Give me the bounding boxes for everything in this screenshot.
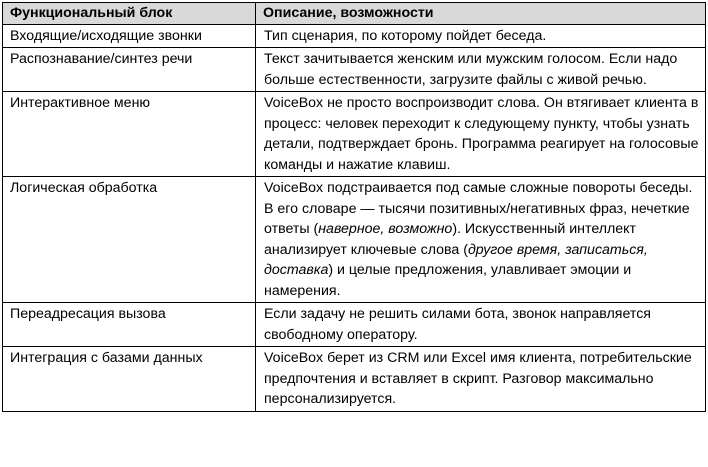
row-block-name: Логическая обработка [3,177,256,303]
row-block-name: Распознавание/синтез речи [3,48,256,92]
table-row [3,347,706,412]
row-description [256,177,706,303]
row-block-name: Интерактивное меню [3,92,256,177]
row-description: VoiceBox не просто воспроизводит слова. Он втягивает клиента в процесс: человек переходит к следующему пункту, чтобы узнать детали, подтверждает бронь. Программа реагирует на голосовые команды и нажатие клавиш. [256,92,706,177]
desc-text: ) и целые предложения, улавливает эмоции и намерения. [264,262,632,299]
row-block-name: Переадресация вызова [3,303,256,347]
table-row [3,303,706,347]
header-description: Описание, возможности [256,3,706,25]
table-row [3,177,706,303]
desc-text: ). Искусственный интеллект анализирует ключевые слова ( [264,221,637,258]
row-description: VoiceBox берет из CRM или Excel имя клиента, потребительские предпочтения и вставляет в скрипт. Разговор максимально персонализируется. [256,347,706,412]
row-description: Тип сценария, по которому пойдет беседа. [256,24,706,48]
desc-italic-examples: наверное, возможно [318,221,453,237]
header-functional-block: Функциональный блок [3,3,256,25]
row-block-name: Входящие/исходящие звонки [3,24,256,48]
row-description: Если задачу не решить силами бота, звонок направляется свободному оператору. [256,303,706,347]
table-row [3,24,706,48]
features-table [2,2,706,412]
table-row [3,92,706,177]
row-description: Текст зачитывается женским или мужским голосом. Если надо больше естественности, загрузите файлы с живой речью. [256,48,706,92]
desc-text: VoiceBox подстраивается под самые сложные повороты беседы. В его словаре — тысячи позитивных/негативных фраз, нечеткие ответы ( [264,180,693,237]
desc-italic-examples: другое время, записаться, доставка [264,241,648,278]
table-row [3,48,706,92]
table-header-row [3,3,706,25]
row-block-name: Интеграция с базами данных [3,347,256,412]
